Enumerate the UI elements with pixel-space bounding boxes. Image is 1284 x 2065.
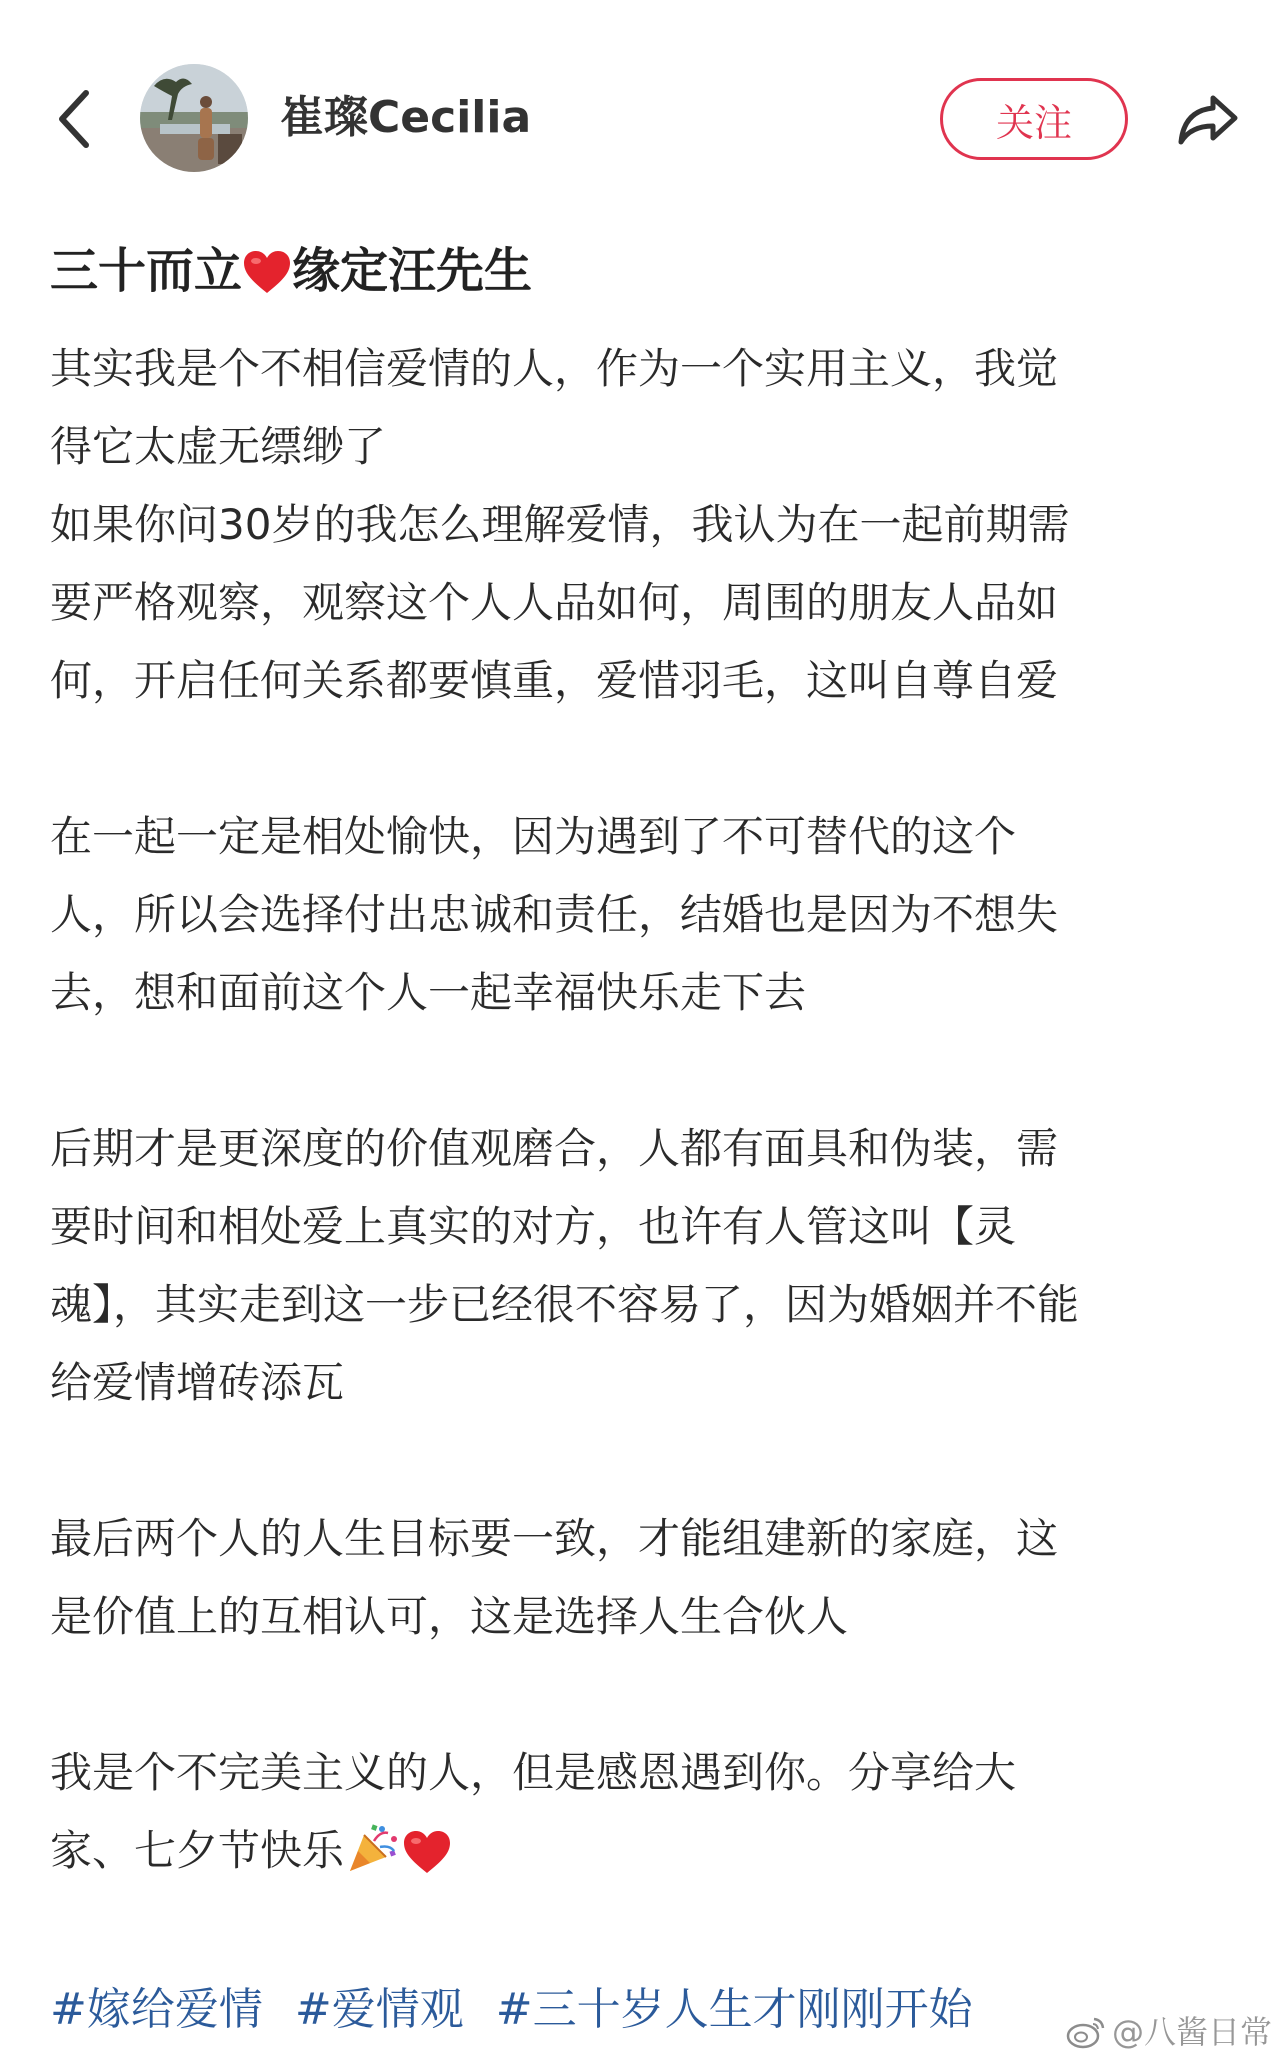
post-line: 最后两个人的人生目标要一致，才能组建新的家庭，这 — [50, 1514, 1059, 1563]
post-line-blank — [50, 1422, 1230, 1500]
red-heart-icon — [402, 1822, 452, 1900]
post-line: 是价值上的互相认可，这是选择人生合伙人 — [50, 1592, 849, 1641]
hashtag-link[interactable]: #三十岁人生才刚刚开始 — [495, 1984, 973, 2035]
post-line-blank — [50, 1032, 1230, 1110]
post-line: 要严格观察，观察这个人人品如何，周围的朋友人品如 — [50, 578, 1059, 627]
watermark-text: @八酱日常 — [1111, 2013, 1272, 2051]
post-line: 在一起一定是相处愉快，因为遇到了不可替代的这个 — [50, 812, 1017, 861]
avatar[interactable] — [140, 64, 248, 172]
post-line-text: 家、七夕节快乐 — [50, 1826, 345, 1875]
avatar-image — [140, 64, 248, 172]
post-line-blank — [50, 720, 1230, 798]
post-line: 要时间和相处爱上真实的对方，也许有人管这叫【灵 — [50, 1202, 1017, 1251]
post-line: 如果你问30岁的我怎么理解爱情，我认为在一起前期需 — [50, 500, 1070, 549]
chevron-left-icon — [54, 87, 94, 151]
post-header — [0, 0, 1284, 240]
post-line: 人，所以会选择付出忠诚和责任，结婚也是因为不想失 — [50, 890, 1059, 939]
share-arrow-icon — [1175, 92, 1241, 148]
post-line-blank — [50, 1656, 1230, 1734]
hashtag-link[interactable]: #爱情观 — [294, 1984, 464, 2035]
red-heart-icon — [242, 244, 292, 314]
post-line-last — [50, 1812, 1230, 1890]
hashtag-link[interactable]: #嫁给爱情 — [50, 1984, 263, 2035]
post-line: 魂】，其实走到这一步已经很不容易了，因为婚姻并不能 — [50, 1280, 1080, 1329]
follow-button[interactable]: 关注 — [940, 78, 1128, 160]
post-line: 给爱情增砖添瓦 — [50, 1358, 345, 1407]
author-name[interactable]: 崔璨Cecilia — [280, 92, 532, 143]
share-button[interactable] — [1168, 80, 1248, 160]
back-button[interactable] — [48, 78, 100, 160]
post-line: 我是个不完美主义的人，但是感恩遇到你。分享给大 — [50, 1748, 1017, 1797]
post-line: 其实我是个不相信爱情的人，作为一个实用主义，我觉 — [50, 344, 1059, 393]
post-title-part1: 三十而立 — [50, 243, 243, 299]
weibo-logo-icon — [1066, 2015, 1106, 2049]
post-line: 去，想和面前这个人一起幸福快乐走下去 — [50, 968, 807, 1017]
post-title — [50, 236, 1240, 314]
post-title-part2: 缘定汪先生 — [292, 243, 533, 299]
post-line: 何，开启任何关系都要慎重，爱惜羽毛，这叫自尊自爱 — [50, 656, 1059, 705]
hashtag-list — [50, 1980, 991, 2040]
post-body — [50, 330, 1230, 1890]
post-line: 得它太虚无缥缈了 — [50, 422, 387, 471]
party-popper-icon — [346, 1821, 400, 1900]
watermark — [1066, 2012, 1272, 2052]
post-line: 后期才是更深度的价值观磨合，人都有面具和伪装，需 — [50, 1124, 1059, 1173]
